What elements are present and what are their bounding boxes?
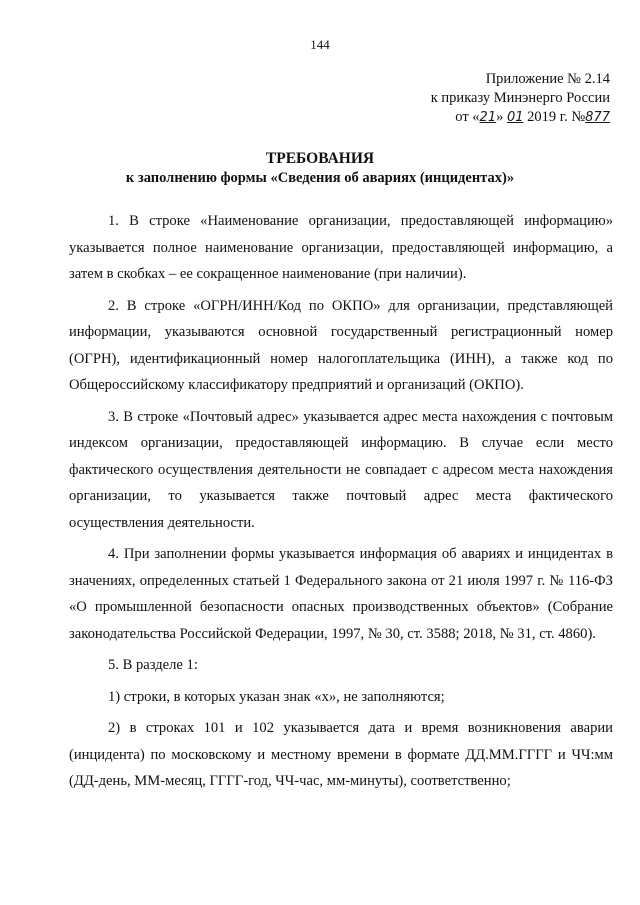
- handwritten-month: 01: [506, 110, 524, 125]
- handwritten-day: 21: [479, 110, 497, 125]
- date-mid: »: [496, 109, 507, 125]
- appendix-block: [400, 70, 610, 127]
- appendix-number: Приложение № 2.14: [485, 71, 610, 87]
- paragraph-3: 3. В строке «Почтовый адрес» указывается адрес места нахождения с почтовым индексом организации, предоставляющей информацию. В случае если место фактического осуществления деятельности не совпадает с адресом места нахождения организации, то указывается также почтовый адрес места фактического осуществления деятельности.: [69, 408, 613, 531]
- document-body: [69, 208, 613, 800]
- document-title: ТРЕБОВАНИЯ: [265, 150, 375, 167]
- paragraph-2: 2. В строке «ОГРН/ИНН/Код по ОКПО» для организации, представляющей информации, указываются основной государственный регистрационный номер (ОГРН), идентификационный номер налогоплательщика (ИНН), а также код по Общероссийскому классификатору предприятий и организаций (ОКПО).: [69, 297, 613, 393]
- date-year: 2019 г. №: [523, 109, 586, 125]
- handwritten-order-number: 877: [585, 110, 610, 125]
- paragraph-5: 5. В разделе 1:: [108, 657, 198, 673]
- date-prefix: от «: [455, 109, 480, 125]
- appendix-date-line: [400, 108, 610, 127]
- page-number: 144: [310, 37, 330, 52]
- paragraph-5-item-1: 1) строки, в которых указан знак «х», не заполняются;: [108, 688, 445, 705]
- document-subtitle: к заполнению формы «Сведения об авариях (инцидентах)»: [125, 170, 515, 186]
- paragraph-5-item-2: 2) в строках 101 и 102 указывается дата и время возникновения аварии (инцидента) по московскому и местному времени в формате ДД.ММ.ГГГГ и ЧЧ:мм (ДД-день, ММ-месяц, ГГГГ-год, ЧЧ-час, мм-минуты), соответственно;: [69, 720, 613, 789]
- appendix-order-ref: к приказу Минэнерго России: [430, 90, 610, 106]
- paragraph-1: 1. В строке «Наименование организации, предоставляющей информацию» указывается полное наименование организации, предоставляющей информацию, а затем в скобках – ее сокращенное наименование (при наличии).: [69, 213, 613, 282]
- paragraph-4: 4. При заполнении формы указывается информация об авариях и инцидентах в значениях, определенных статьей 1 Федерального закона от 21 июля 1997 г. № 116-ФЗ «О промышленной безопасности опасных производственных объектов» (Собрание законодательства Российской Федерации, 1997, № 30, ст. 3588; 2018, № 31, ст. 4860).: [69, 546, 613, 642]
